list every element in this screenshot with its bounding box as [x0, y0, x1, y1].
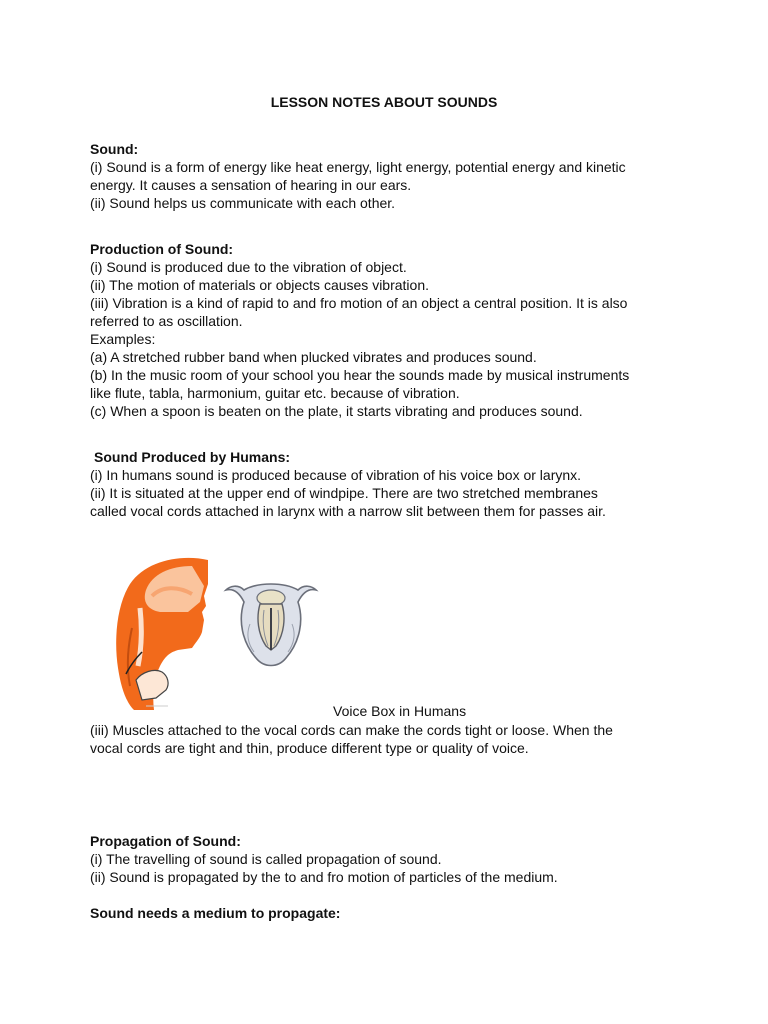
paragraph-line: (i) Sound is produced due to the vibration of object.: [90, 259, 407, 275]
paragraph-line: (i) The travelling of sound is called propagation of sound.: [90, 851, 442, 867]
paragraph-line: (ii) Sound is propagated by the to and fro motion of particles of the medium.: [90, 869, 558, 885]
section-heading: Sound needs a medium to propagate:: [90, 905, 341, 921]
paragraph-line: Examples:: [90, 331, 156, 347]
paragraph-line: referred to as oscillation.: [90, 313, 243, 329]
paragraph-line: (ii) It is situated at the upper end of windpipe. There are two stretched membranes: [90, 485, 598, 501]
head-profile-illustration: [112, 556, 216, 712]
section-medium: [90, 904, 690, 922]
paragraph-line: (iii) Vibration is a kind of rapid to and fro motion of an object a central position. It is also: [90, 295, 628, 311]
paragraph-line: (a) A stretched rubber band when plucked vibrates and produces sound.: [90, 349, 537, 365]
section-heading: Production of Sound:: [90, 241, 234, 257]
voice-box-paragraph: [90, 721, 690, 757]
paragraph-line: vocal cords are tight and thin, produce different type or quality of voice.: [90, 740, 529, 756]
paragraph-line: (i) Sound is a form of energy like heat energy, light energy, potential energy and kinetic: [90, 159, 626, 175]
paragraph-line: (ii) Sound helps us communicate with each other.: [90, 195, 396, 211]
section-propagation: [90, 832, 690, 886]
section-heading: Propagation of Sound:: [90, 833, 241, 849]
larynx-illustration: [220, 580, 322, 676]
section-sound: [90, 140, 690, 212]
document-title: LESSON NOTES ABOUT SOUNDS: [270, 94, 498, 110]
section-humans: [90, 448, 690, 520]
paragraph-line: (c) When a spoon is beaten on the plate, it starts vibrating and produces sound.: [90, 403, 583, 419]
section-heading: Sound Produced by Humans:: [94, 449, 291, 465]
paragraph-line: (iii) Muscles attached to the vocal cords can make the cords tight or loose. When the: [90, 722, 613, 738]
paragraph-line: like flute, tabla, harmonium, guitar etc. because of vibration.: [90, 385, 460, 401]
paragraph-line: called vocal cords attached in larynx with a narrow slit between them for passes air.: [90, 503, 606, 519]
paragraph-line: (i) In humans sound is produced because of vibration of his voice box or larynx.: [90, 467, 582, 483]
figure-caption: Voice Box in Humans: [333, 703, 467, 719]
paragraph-line: (b) In the music room of your school you hear the sounds made by musical instruments: [90, 367, 630, 383]
paragraph-line: energy. It causes a sensation of hearing in our ears.: [90, 177, 412, 193]
section-heading: Sound:: [90, 141, 139, 157]
paragraph-line: (ii) The motion of materials or objects causes vibration.: [90, 277, 429, 293]
section-production: [90, 240, 690, 420]
